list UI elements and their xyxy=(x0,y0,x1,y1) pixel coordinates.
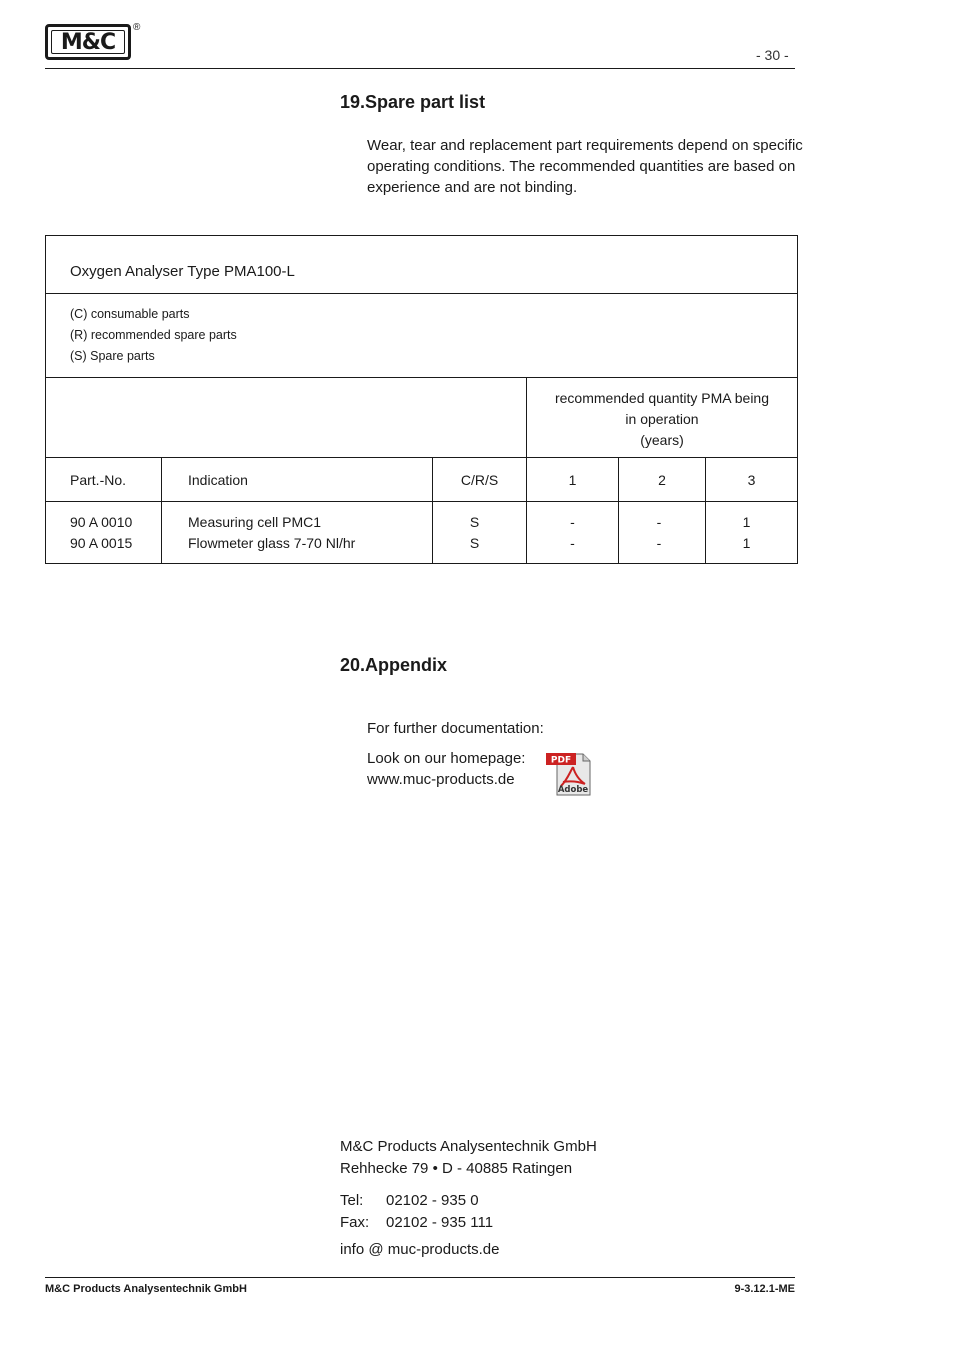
footer-company: M&C Products Analysentechnik GmbH xyxy=(45,1283,247,1295)
page-number: - 30 - xyxy=(756,47,789,63)
fax-label: Fax: xyxy=(340,1214,370,1231)
address-company: M&C Products Analysentechnik GmbH xyxy=(340,1138,597,1155)
table-divider xyxy=(46,377,797,378)
table-cell-year-2: - xyxy=(656,535,662,551)
section-19-intro: Wear, tear and replacement part requirements depend on specific operating conditions. The recommended quantities are based on experience and are not binding. xyxy=(367,137,803,196)
column-header-part: Part.-No. xyxy=(70,472,127,488)
qty-header-line: in operation xyxy=(625,411,699,427)
pdf-document-icon xyxy=(545,752,591,796)
company-logo xyxy=(45,24,131,60)
header-divider xyxy=(45,68,795,69)
homepage-label: Look on our homepage: xyxy=(367,750,526,767)
table-cell-year-1: - xyxy=(570,535,575,551)
table-cell-year-1: - xyxy=(570,514,575,530)
tel-number: 02102 - 935 0 xyxy=(386,1192,479,1209)
pdf-icon[interactable] xyxy=(545,752,591,796)
pdf-icon-brand: Adobe xyxy=(557,785,589,795)
qty-header-line: (years) xyxy=(640,432,684,448)
column-header-indication: Indication xyxy=(188,472,248,488)
table-cell-indication: Flowmeter glass 7-70 Nl/hr xyxy=(188,535,356,551)
table-divider xyxy=(46,501,797,502)
legend-spare: (S) Spare parts xyxy=(70,349,155,363)
registered-mark: ® xyxy=(133,22,141,33)
fax-number: 02102 - 935 111 xyxy=(386,1214,494,1231)
column-header-crs: C/R/S xyxy=(460,472,499,488)
footer-divider xyxy=(45,1277,795,1278)
table-divider xyxy=(46,293,797,294)
further-documentation: For further documentation: xyxy=(367,720,544,737)
logo-text: M&C xyxy=(51,30,125,54)
tel-label: Tel: xyxy=(340,1192,364,1209)
table-cell-year-3: 1 xyxy=(742,514,751,530)
table-cell-year-3: 1 xyxy=(742,535,751,551)
pdf-icon-label: PDF xyxy=(550,755,572,766)
column-header-year-2: 2 xyxy=(658,472,666,488)
qty-header xyxy=(527,388,797,451)
table-cell-part: 90 A 0010 xyxy=(70,514,133,530)
section-20-title: 20.Appendix xyxy=(340,655,448,675)
table-cell-indication: Measuring cell PMC1 xyxy=(188,514,322,530)
table-cell-crs: S xyxy=(469,514,480,530)
footer-doc-number: 9-3.12.1-ME xyxy=(734,1283,795,1295)
address-street: Rehhecke 79 • D - 40885 Ratingen xyxy=(340,1160,573,1177)
table-cell-part: 90 A 0015 xyxy=(70,535,133,551)
legend-recommended: (R) recommended spare parts xyxy=(70,328,237,342)
table-column-divider xyxy=(161,457,162,563)
column-header-year-3: 3 xyxy=(747,472,756,488)
spare-parts-table xyxy=(45,235,798,564)
qty-header-line: recommended quantity PMA being xyxy=(554,390,769,406)
table-cell-year-2: - xyxy=(656,514,662,530)
table-cell-crs: S xyxy=(469,535,480,551)
section-19-title: 19.Spare part list xyxy=(340,92,486,112)
table-title: Oxygen Analyser Type PMA100-L xyxy=(70,263,295,280)
legend-consumable: (C) consumable parts xyxy=(70,307,190,321)
email-address[interactable]: info @ muc-products.de xyxy=(340,1241,500,1258)
table-divider xyxy=(46,457,797,458)
column-header-year-1: 1 xyxy=(568,472,577,488)
homepage-url[interactable]: www.muc-products.de xyxy=(367,771,515,788)
